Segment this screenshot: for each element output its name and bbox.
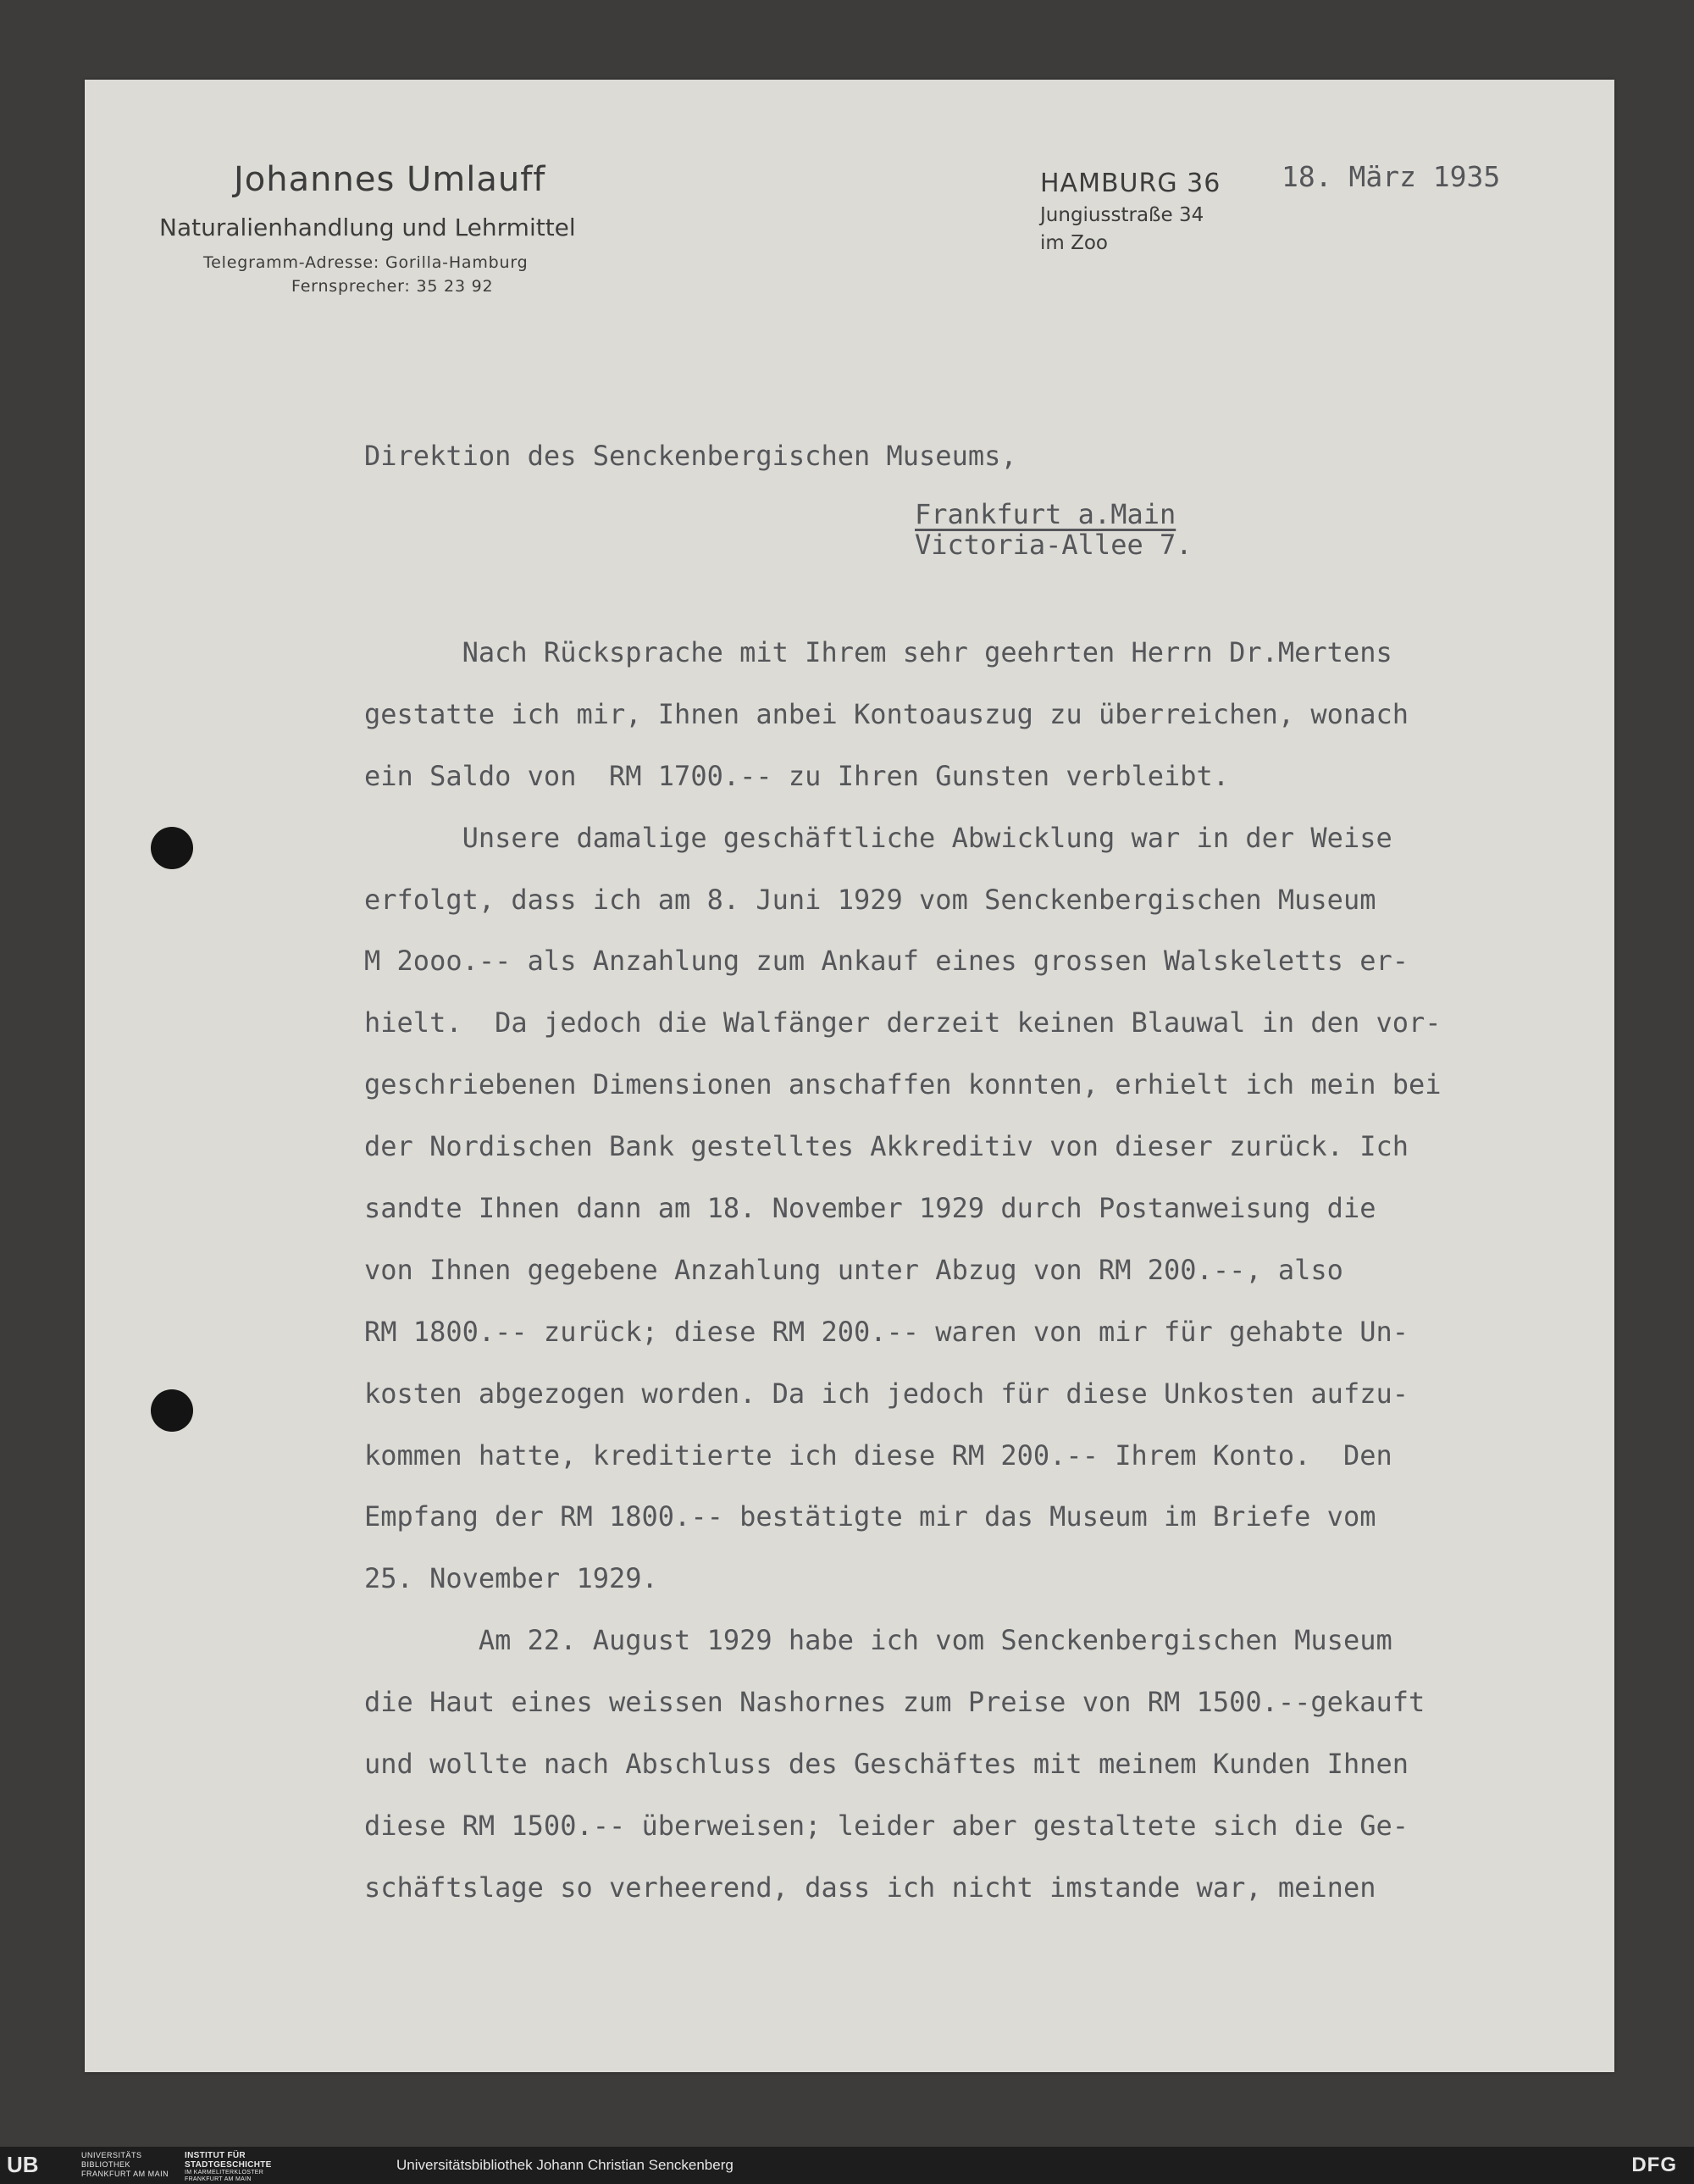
body-line: von Ihnen gegebene Anzahlung unter Abzug von RM 200.--, also (364, 1253, 1343, 1286)
footer-bar (0, 2147, 1694, 2184)
body-line: kosten abgezogen worden. Da ich jedoch für diese Unkosten aufzu- (364, 1377, 1409, 1410)
company-name: Johannes Umlauff (234, 160, 546, 199)
body-line: diese RM 1500.-- überweisen; leider aber gestaltete sich die Ge- (364, 1809, 1409, 1842)
ub-logo: UB (7, 2152, 39, 2177)
body-line: kommen hatte, kreditierte ich diese RM 200.-- Ihrem Konto. Den (364, 1438, 1392, 1472)
ub-line: FRANKFURT AM MAIN (81, 2170, 169, 2178)
body-line: erfolgt, dass ich am 8. Juni 1929 vom Senckenbergischen Museum (364, 883, 1376, 916)
recipient-street: Victoria-Allee 7. (915, 529, 1193, 561)
body-line: 25. November 1929. (364, 1562, 658, 1595)
body-line: gestatte ich mir, Ihnen anbei Kontoauszug zu überreichen, wonach (364, 697, 1409, 730)
letter-body (364, 622, 1609, 1919)
ub-line: UNIVERSITÄTS (81, 2151, 142, 2159)
body-line: die Haut eines weissen Nashornes zum Preise von RM 1500.--gekauft (364, 1686, 1426, 1719)
body-line: Empfang der RM 1800.-- bestätigte mir das Museum im Briefe vom (364, 1500, 1376, 1533)
body-line: sandte Ihnen dann am 18. November 1929 durch Postanweisung die (364, 1192, 1376, 1225)
ub-wordmark (81, 2151, 169, 2179)
ub-line: BIBLIOTHEK (81, 2160, 131, 2169)
footer-caption: Universitätsbibliothek Johann Christian Senckenberg (396, 2157, 734, 2173)
letterhead-city: HAMBURG 36 (1040, 169, 1221, 198)
body-line: geschriebenen Dimensionen anschaffen konnten, erhielt ich mein bei (364, 1068, 1442, 1101)
letterhead-street: Jungiusstraße 34 (1040, 204, 1204, 226)
punch-hole (151, 1389, 193, 1432)
letter-date: 18. März 1935 (1282, 160, 1501, 193)
phone-number: Fernsprecher: 35 23 92 (291, 277, 494, 296)
body-line: RM 1800.-- zurück; diese RM 200.-- waren von mir für gehabte Un- (364, 1315, 1409, 1348)
telegram-address: Telegramm-Adresse: Gorilla-Hamburg (203, 253, 529, 272)
recipient-city: Frankfurt a.Main (915, 498, 1176, 530)
body-line: Nach Rücksprache mit Ihrem sehr geehrten Herrn Dr.Mertens (364, 636, 1392, 668)
body-line: der Nordischen Bank gestelltes Akkreditiv von dieser zurück. Ich (364, 1130, 1409, 1163)
isg-wordmark (185, 2151, 272, 2183)
punch-hole (151, 827, 193, 869)
recipient-name: Direktion des Senckenbergischen Museums, (364, 440, 1017, 472)
isg-line: IM KARMELITERKLOSTER (185, 2170, 264, 2176)
body-line: M 2ooo.-- als Anzahlung zum Ankauf eines grossen Walskeletts er- (364, 945, 1409, 978)
body-line: Am 22. August 1929 habe ich vom Senckenbergischen Museum (364, 1624, 1392, 1657)
body-line: und wollte nach Abschluss des Geschäftes mit meinem Kunden Ihnen (364, 1748, 1409, 1781)
letter-page (85, 80, 1614, 2072)
body-line: Unsere damalige geschäftliche Abwicklung war in der Weise (364, 821, 1392, 854)
isg-line: INSTITUT FÜR (185, 2151, 246, 2160)
letterhead-location-note: im Zoo (1040, 232, 1109, 254)
body-line: hielt. Da jedoch die Walfänger derzeit keinen Blauwal in den vor- (364, 1006, 1442, 1039)
isg-line: FRANKFURT AM MAIN (185, 2176, 252, 2182)
body-line: ein Saldo von RM 1700.-- zu Ihren Gunsten verbleibt. (364, 759, 1230, 792)
company-subtitle: Naturalienhandlung und Lehrmittel (159, 213, 576, 241)
dfg-logo: DFG (1631, 2154, 1677, 2176)
body-line: schäftslage so verheerend, dass ich nicht imstande war, meinen (364, 1871, 1376, 1904)
isg-line: STADTGESCHICHTE (185, 2160, 272, 2170)
